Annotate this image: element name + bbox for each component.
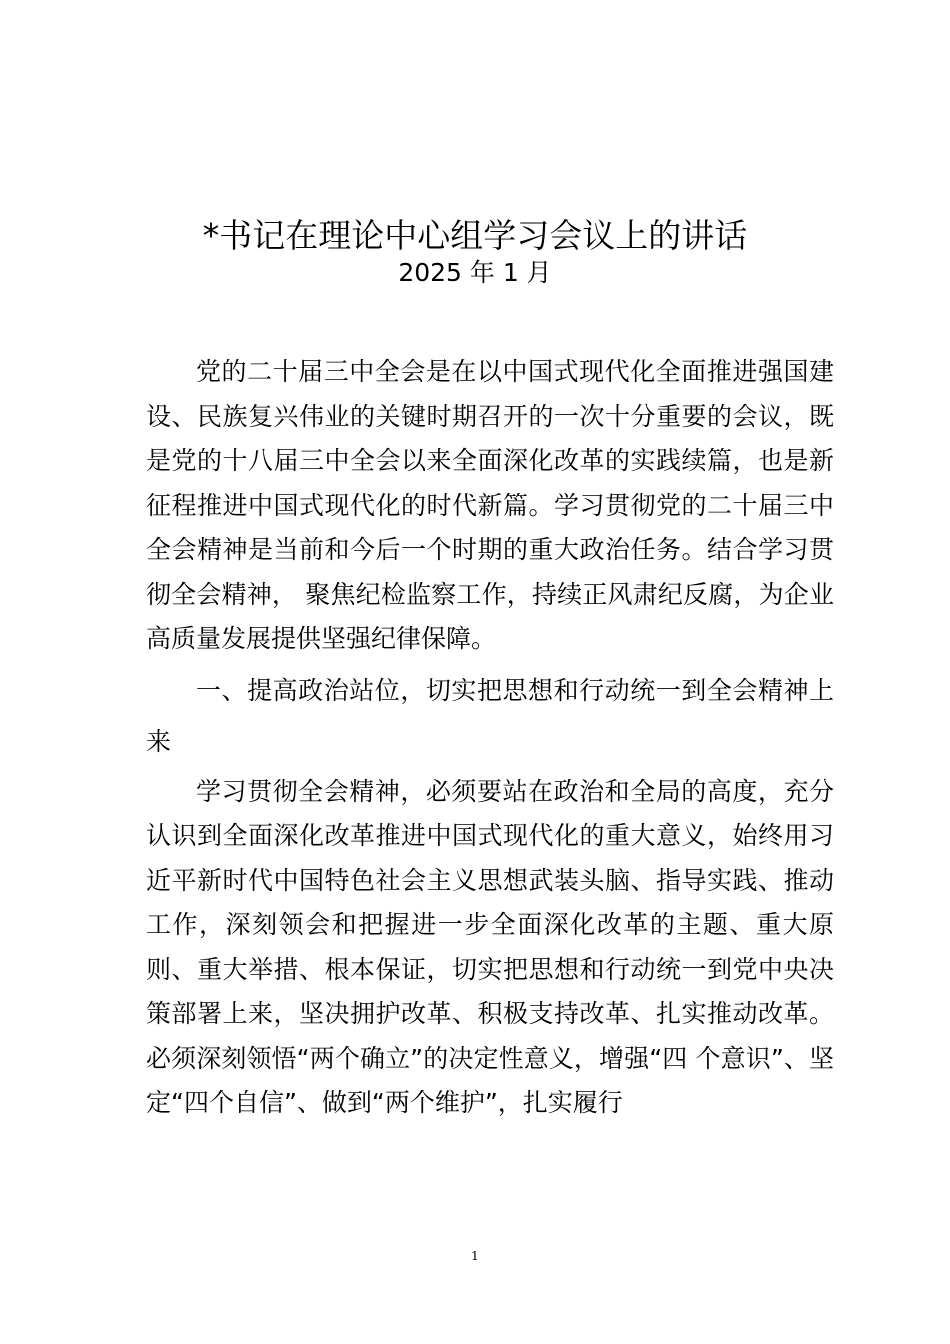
section-paragraph: 学习贯彻全会精神，必须要站在政治和全局的高度，充分认识到全面深化改革推进中国式现代化的重大意义，始终用习近平新时代中国特色社会主义思想武装头脑、指导实践、推动工作，深刻领会和把握进一步全面深化改革的主题、重大原则、重大举措、根本保证，切实把思想和行动统一到党中央决策部署上来，坚决拥护改革、积极支持改革、扎实推动改革。必须深刻领悟“两个确立”的决定性意义，增强“四 个意识”、坚定“四个自信”、做到“两个维护”，扎实履行 (146, 776, 834, 1117)
document-date: 2025 年 1 月 (398, 258, 552, 287)
intro-paragraph: 党的二十届三中全会是在以中国式现代化全面推进强国建设、民族复兴伟业的关键时期召开的一次十分重要的会议，既是党的十八届三中全会以来全面深化改革的实践续篇，也是新征程推进中国式现代化的时代新篇。学习贯彻党的二十届三中全会精神是当前和今后一个时期的重大政治任务。结合学习贯彻全会精神， 聚焦纪检监察工作，持续正风肃纪反腐，为企业高质量发展提供坚强纪律保障。 (146, 357, 834, 653)
document-title: *书记在理论中心组学习会议上的讲话 (202, 216, 748, 255)
document-body (146, 350, 834, 1126)
section-heading: 一、提高政治站位，切实把思想和行动统一到全会精神上来 (146, 675, 834, 756)
page-number: 1 (471, 1249, 479, 1263)
